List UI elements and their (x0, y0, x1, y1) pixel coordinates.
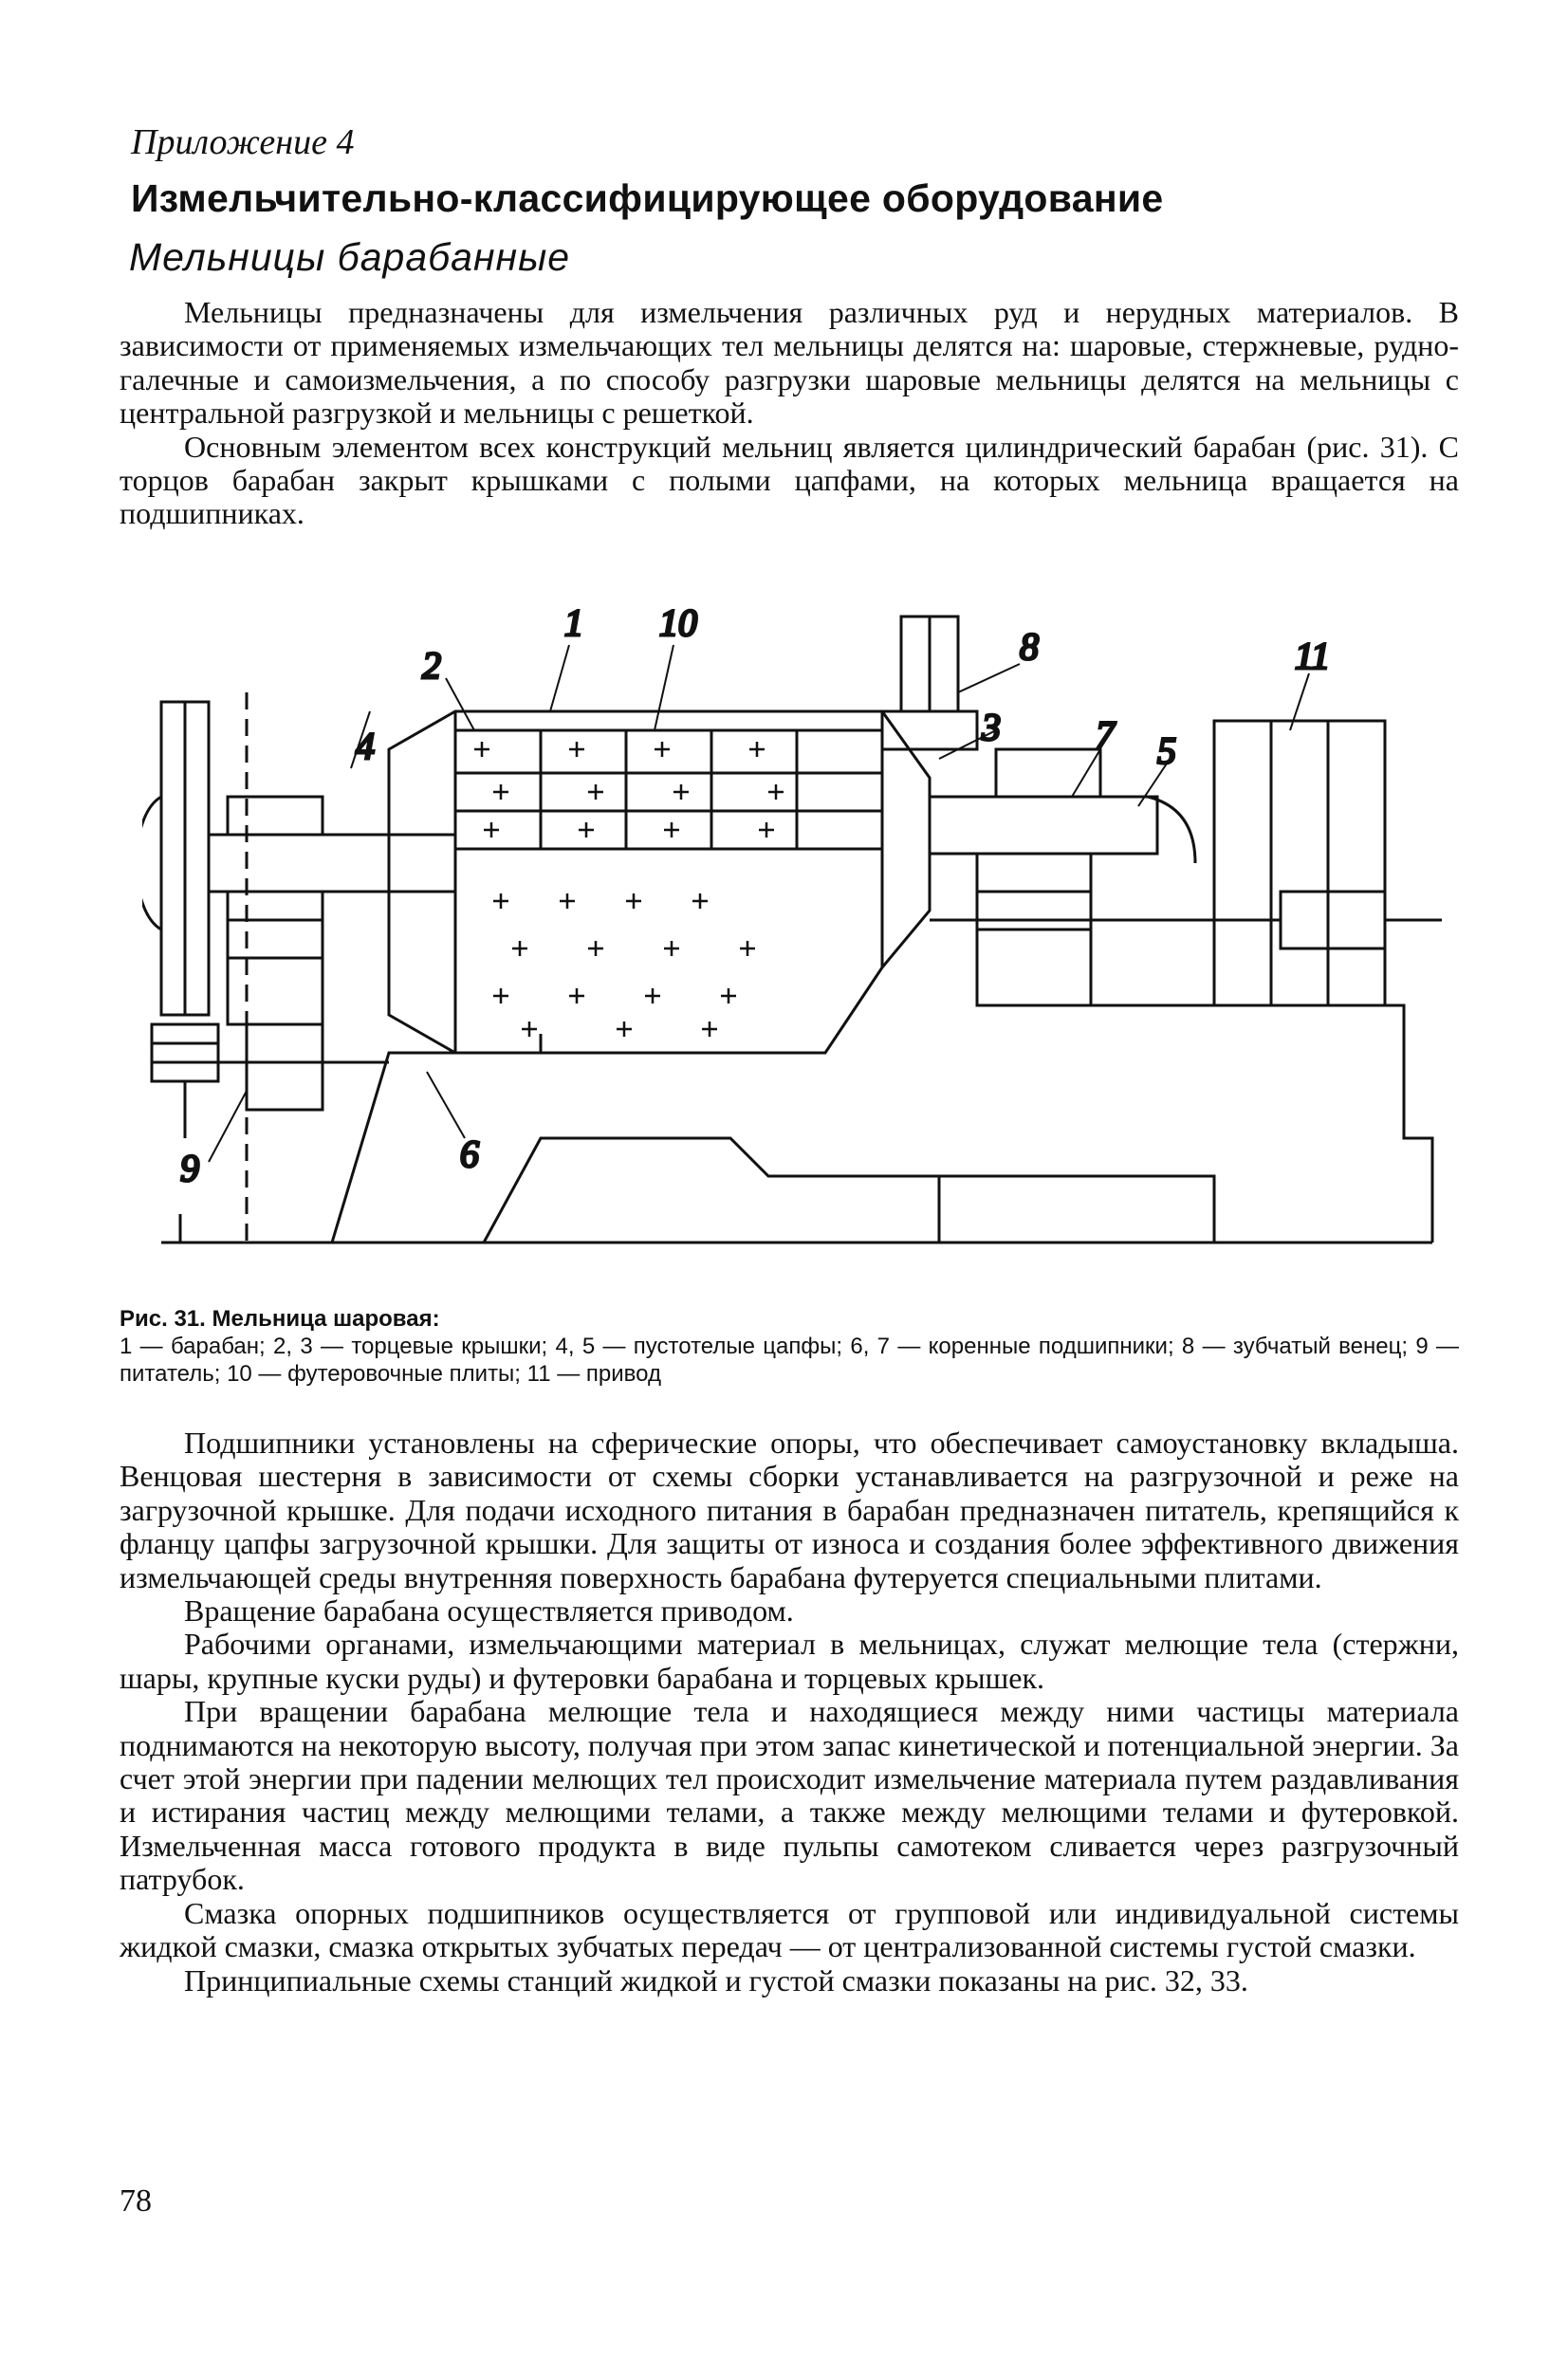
right-trunnion (930, 749, 1281, 1005)
figure-label: 8 (1020, 625, 1039, 668)
paragraph: Принципиальные схемы станций жидкой и густой смазки показаны на рис. 32, 33. (184, 1962, 1248, 1998)
appendix-label: Приложение 4 (131, 122, 355, 162)
foundation (161, 1005, 1432, 1243)
section-title: Измельчительно-классифицирующее оборудование (131, 176, 1164, 220)
figure-label: 1 (564, 607, 583, 644)
drive (1214, 721, 1442, 1005)
paragraph: Вращение барабана осуществляется приводом. (184, 1593, 794, 1629)
figure-label: 7 (1096, 713, 1115, 756)
paragraph: При вращении барабана мелющие тела и находящиеся между ними частицы материала поднимаются на некоторую высоту, получая при этом запас кинетической и потенциальной энергии. За счет этой энергии при падении мелющих тел происходит измельчение материала путем раздавливания и истирания частиц между мелющими телами, а также между мелющими телами и футеровкой. Измельченная масса готового продукта в виде пульпы самотеком сливается через разгрузочный патрубок. (120, 1694, 1459, 1897)
intro-text (120, 296, 1459, 531)
figure-label: 4 (356, 725, 375, 767)
ball-charge (474, 742, 784, 1037)
figure-label: 6 (460, 1132, 479, 1175)
paragraph: Мельницы предназначены для измельчения различных руд и нерудных материалов. В зависимости от применяемых измельчающих тел мельницы делятся на: шаровые, стержневые, рудно-галечные и самоизмельчения, а по способу разгрузки шаровые мельницы делятся на мельницы с центральной разгрузкой и мельницы с решеткой. (120, 295, 1459, 431)
figure-label: 9 (180, 1147, 199, 1189)
left-trunnion (199, 692, 455, 1243)
caption-legend: 1 — барабан; 2, 3 — торцевые крышки; 4, 5 — пустотелые цапфы; 6, 7 — коренные подшипники; 8 — зубчатый венец; 9 — питатель; 10 — футеровочные плиты; 11 — привод (120, 1334, 1459, 1387)
paragraph: Основным элементом всех конструкций мельниц является цилиндрический барабан (рис. 31). С торцов барабан закрыт крышками с полыми цапфами, на которых мельница вращается на подшипниках. (120, 429, 1459, 531)
paragraph: Смазка опорных подшипников осуществляется от групповой или индивидуальной системы жидкой смазки, смазка открытых зубчатых передач — от централизованной системы густой смазки. (120, 1895, 1459, 1964)
mill-drum (389, 711, 930, 1053)
figure-label: 3 (982, 706, 1001, 748)
ball-mill-figure (142, 607, 1451, 1271)
body-text (120, 1427, 1459, 1998)
figure-label: 5 (1157, 729, 1176, 772)
page-number: 78 (120, 2183, 152, 2219)
section-subtitle: Мельницы барабанные (129, 235, 571, 279)
caption-title: Рис. 31. Мельница шаровая: (120, 1306, 440, 1332)
figure-caption (120, 1305, 1459, 1388)
figure-label: 10 (659, 607, 697, 644)
ball-mill-drawing (142, 607, 1451, 1271)
paragraph: Рабочими органами, измельчающими материал в мельницах, служат мелющие тела (стержни, шары, крупные куски руды) и футеровки барабана и торцевых крышек. (120, 1627, 1459, 1695)
callout-leaders (209, 645, 1309, 1162)
figure-label: 2 (422, 644, 441, 687)
feeder (142, 702, 218, 1138)
figure-label: 11 (1295, 635, 1331, 677)
paragraph: Подшипники установлены на сферические опоры, что обеспечивает самоустановку вкладыша. Венцовая шестерня в зависимости от схемы сборки устанавливается на разгрузочной и реже на загрузочной крышке. Для подачи исходного питания в барабан предназначен питатель, крепящийся к фланцу цапфы загрузочной крышки. Для защиты от износа и создания более эффективного движения измельчающей среды внутренняя поверхность барабана футеруется специальными плитами. (120, 1426, 1459, 1594)
